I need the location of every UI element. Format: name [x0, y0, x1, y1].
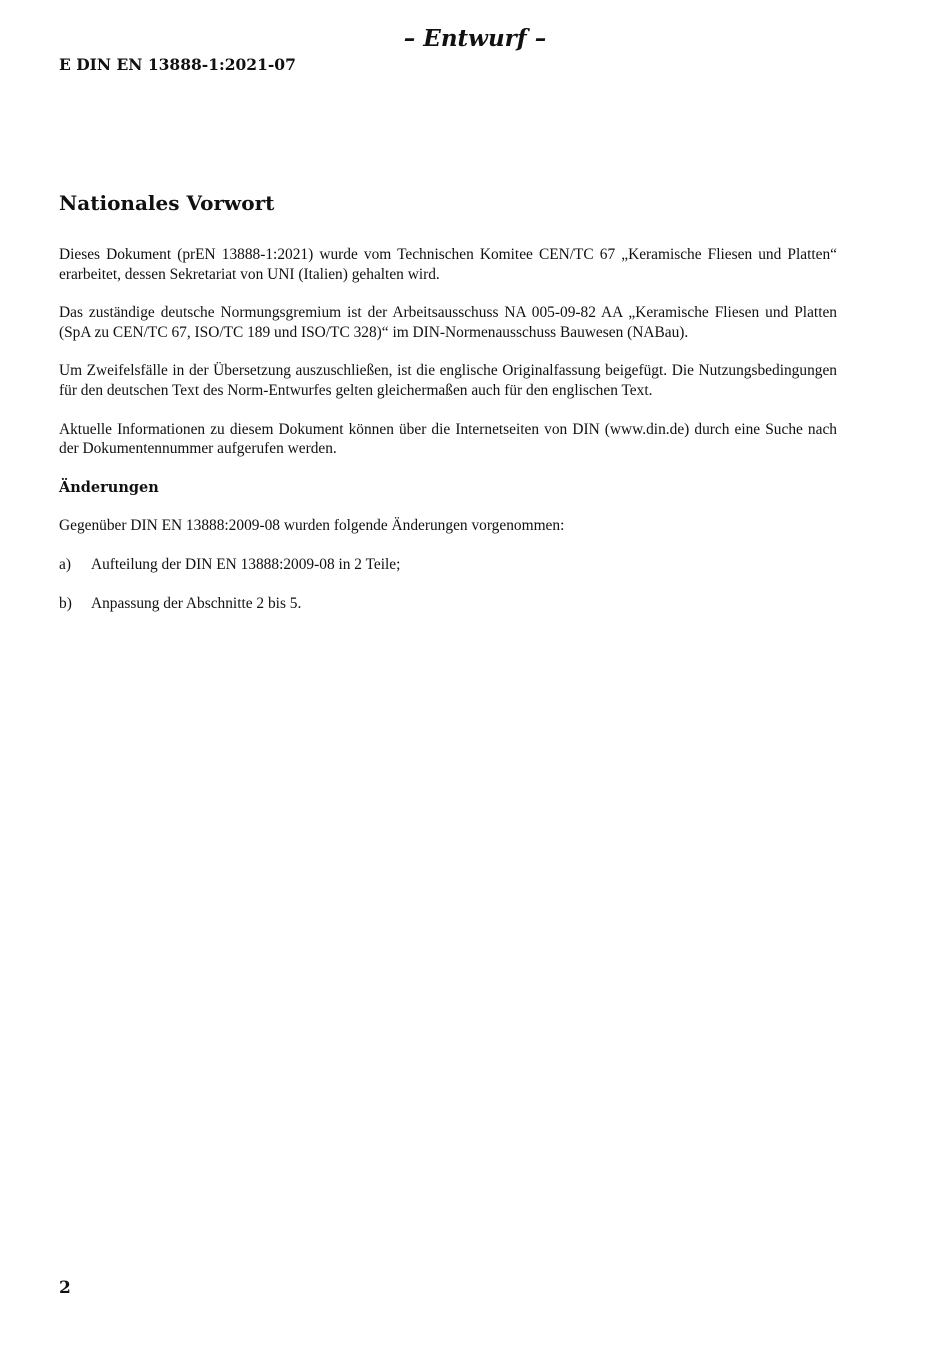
- list-item: [59, 555, 837, 575]
- paragraph-standards-body: Das zuständige deutsche Normungsgremium ist der Arbeitsausschuss NA 005-09-82 AA „Keramische Fliesen und Platten (SpA zu CEN/TC 67, ISO/TC 189 und ISO/TC 328)“ im DIN-Normenausschuss Bauwesen (NABau).: [59, 304, 837, 341]
- changes-intro: Gegenüber DIN EN 13888:2009-08 wurden folgende Änderungen vorgenommen:: [59, 517, 565, 535]
- changes-heading: Änderungen: [59, 478, 159, 496]
- paragraph-translation: Um Zweifelsfälle in der Übersetzung auszuschließen, ist die englische Originalfassung beigefügt. Die Nutzungsbedingungen für den deutschen Text des Norm-Entwurfes gelten gleichermaßen auch für den englischen Text.: [59, 362, 837, 399]
- section-title: Nationales Vorwort: [59, 191, 275, 215]
- changes-list: [59, 555, 837, 613]
- foreword-section: [59, 188, 837, 632]
- list-item-text: Anpassung der Abschnitte 2 bis 5.: [91, 594, 302, 612]
- paragraph-committee: Dieses Dokument (prEN 13888-1:2021) wurde vom Technischen Komitee CEN/TC 67 „Keramische Fliesen und Platten“ erarbeitet, dessen Sekretariat von UNI (Italien) gehalten wird.: [59, 246, 837, 283]
- draft-watermark: – Entwurf –: [403, 25, 547, 52]
- list-item-text: Aufteilung der DIN EN 13888:2009-08 in 2 Teile;: [91, 555, 401, 573]
- list-item: [59, 594, 837, 614]
- document-id: E DIN EN 13888-1:2021-07: [59, 55, 296, 74]
- page-number: 2: [59, 1278, 71, 1298]
- list-marker: b): [59, 594, 72, 612]
- paragraph-information: Aktuelle Informationen zu diesem Dokument können über die Internetseiten von DIN (www.din.de) durch eine Suche nach der Dokumentennummer aufgerufen werden.: [59, 420, 837, 458]
- list-marker: a): [59, 555, 71, 573]
